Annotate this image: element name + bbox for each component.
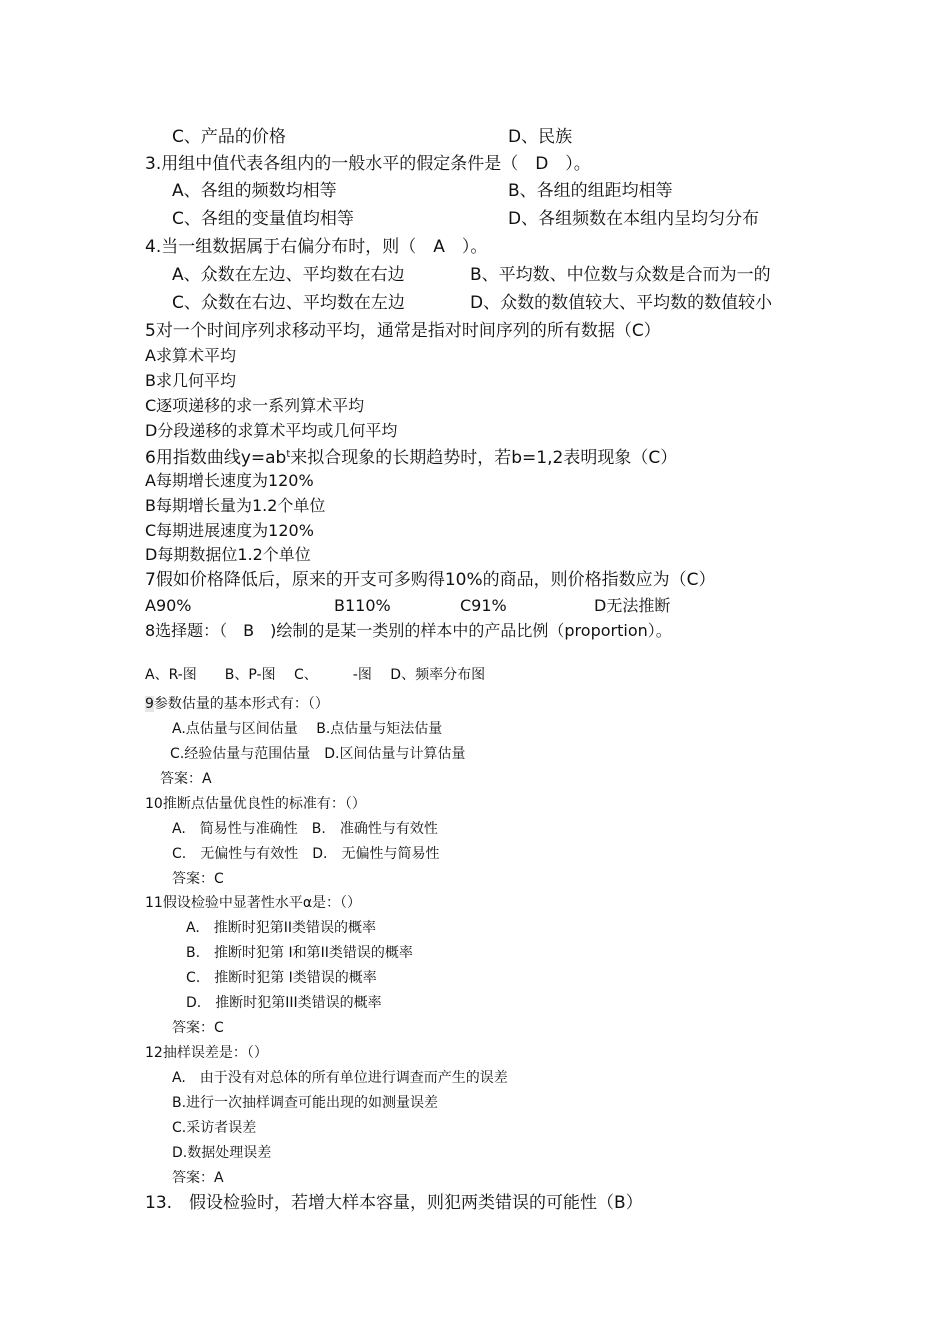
q6-option-a: A每期增长速度为120% xyxy=(145,471,314,490)
q12-answer: 答案：A xyxy=(172,1170,224,1186)
q9-answer: 答案：A xyxy=(160,771,212,787)
q7-option-b: B110% xyxy=(334,596,391,615)
question-11: 11假设检验中显著性水平α是：（） xyxy=(145,895,362,911)
question-4: 4.当一组数据属于右偏分布时，则（ A ）。 xyxy=(145,237,488,257)
q8-options: A、R-图 B、P-图 C、 -图 D、频率分布图 xyxy=(145,667,486,683)
q6-option-d: D每期数据位1.2个单位 xyxy=(145,545,311,564)
q5-option-c: C逐项递移的求一系列算术平均 xyxy=(145,396,365,415)
q11-answer: 答案：C xyxy=(172,1020,224,1036)
q6-superscript: t xyxy=(286,449,291,460)
option-d-nation: D、民族 xyxy=(508,127,573,147)
q4-option-b: B、平均数、中位数与众数是合而为一的 xyxy=(470,265,771,285)
question-12: 12抽样误差是：（） xyxy=(145,1045,268,1061)
q11-option-a: A. 推断时犯第II类错误的概率 xyxy=(186,920,377,936)
q4-option-a: A、众数在左边、平均数在右边 xyxy=(172,265,405,285)
question-8: 8选择题：（ B )绘制的是某一类别的样本中的产品比例（proportion）。 xyxy=(145,621,672,640)
question-3: 3.用组中值代表各组内的一般水平的假定条件是（ D ）。 xyxy=(145,154,591,174)
q12-option-c: C.采访者误差 xyxy=(172,1120,257,1136)
q12-option-d: D.数据处理误差 xyxy=(172,1145,272,1161)
q9-text: 参数估量的基本形式有：（） xyxy=(153,696,329,712)
q6-text-start: 6用指数曲线y=ab xyxy=(145,448,287,468)
q6-option-b: B每期增长量为1.2个单位 xyxy=(145,496,326,515)
q10-answer: 答案：C xyxy=(172,871,224,887)
q3-option-c: C、各组的变量值均相等 xyxy=(172,209,354,229)
question-5: 5对一个时间序列求移动平均，通常是指对时间序列的所有数据（C） xyxy=(145,321,661,341)
q11-option-b: B. 推断时犯第 I和第II类错误的概率 xyxy=(186,945,413,961)
q7-option-d: D无法推断 xyxy=(594,596,671,615)
q10-options-cd: C. 无偏性与有效性 D. 无偏性与简易性 xyxy=(172,846,440,862)
q10-options-ab: A. 简易性与准确性 B. 准确性与有效性 xyxy=(172,821,438,837)
question-10: 10推断点估量优良性的标准有：（） xyxy=(145,796,366,812)
q9-options-ab: A.点估量与区间估量 B.点估量与矩法估量 xyxy=(172,721,443,737)
q9-number: 9 xyxy=(145,696,154,712)
q12-option-a: A. 由于没有对总体的所有单位进行调查而产生的误差 xyxy=(172,1070,508,1086)
option-c-price: C、产品的价格 xyxy=(172,127,286,147)
q6-option-c: C每期进展速度为120% xyxy=(145,521,314,540)
q5-option-b: B求几何平均 xyxy=(145,371,236,390)
question-13: 13. 假设检验时，若增大样本容量，则犯两类错误的可能性（B） xyxy=(145,1193,643,1213)
q6-text-end: 来拟合现象的长期趋势时，若b=1,2表明现象（C） xyxy=(290,448,678,468)
question-7: 7假如价格降低后，原来的开支可多购得10%的商品，则价格指数应为（C） xyxy=(145,570,716,590)
q7-option-a: A90% xyxy=(145,596,192,615)
q3-option-b: B、各组的组距均相等 xyxy=(508,181,673,201)
q9-options-cd: C.经验估量与范围估量 D.区间估量与计算估量 xyxy=(170,746,466,762)
q5-option-a: A求算术平均 xyxy=(145,346,236,365)
q5-option-d: D分段递移的求算术平均或几何平均 xyxy=(145,421,398,440)
question-9 xyxy=(145,695,329,713)
q7-option-c: C91% xyxy=(460,596,507,615)
q12-option-b: B.进行一次抽样调查可能出现的如测量误差 xyxy=(172,1095,439,1111)
q11-option-c: C. 推断时犯第 I类错误的概率 xyxy=(186,970,377,986)
q11-option-d: D. 推断时犯第III类错误的概率 xyxy=(186,995,382,1011)
q3-option-a: A、各组的频数均相等 xyxy=(172,181,337,201)
q4-option-d: D、众数的数值较大、平均数的数值较小 xyxy=(470,293,773,313)
question-6 xyxy=(145,445,677,468)
q4-option-c: C、众数在右边、平均数在左边 xyxy=(172,293,405,313)
q3-option-d: D、各组频数在本组内呈均匀分布 xyxy=(508,209,760,229)
